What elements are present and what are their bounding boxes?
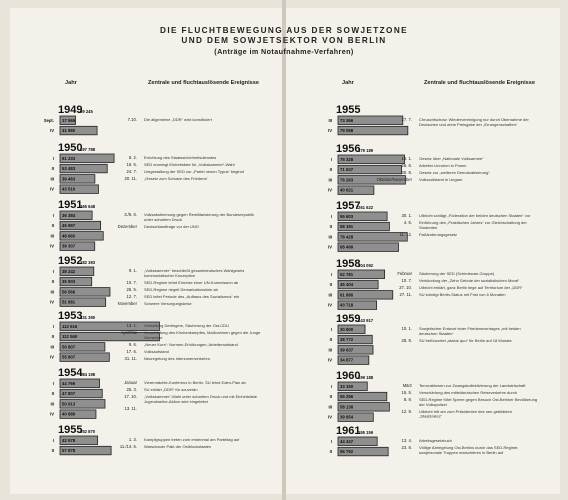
quarter-label-1954-I: I [52, 380, 54, 386]
quarter-label-1954-III: III [50, 401, 54, 407]
event-text: Ulbricht tritt am zum Präsidenten des neu gebildeten [419, 408, 512, 414]
event-text: SED leitet Periode des „Aufbaus des Sozialismus“ ein [144, 293, 240, 299]
event-text: Terrorakitonen zur Zwangskollektivierung der Landwirtschaft [419, 383, 526, 388]
event-text: Paßänderungsgesetz [419, 231, 458, 237]
bar-value-1950-I: 61 233 [62, 155, 76, 161]
bar-value-1958-II: 45 404 [340, 282, 354, 288]
year-label-1960: 1960 [336, 370, 361, 382]
bar-value-1954-IV: 40 689 [62, 411, 76, 417]
quarter-label-1957-I: I [330, 213, 332, 219]
quarter-label-1951-III: III [50, 233, 54, 239]
event-date: 20. 11. [124, 176, 137, 181]
bar-value-1950-IV: 43 519 [62, 186, 76, 192]
bar-value-1959-II: 38 772 [340, 337, 354, 343]
bar-value-1949-IV: 41 980 [62, 128, 76, 134]
event-date: 26. 6. [401, 163, 412, 168]
year-total-1959: 143 917 [358, 318, 374, 323]
quarter-label-1951-IV: IV [50, 243, 54, 249]
event-date: 30. 1. [401, 213, 412, 218]
year-total-1961: 155 159 [358, 430, 374, 435]
quarter-label-1956-II: II [329, 167, 332, 173]
year-label-1955: 1955 [58, 424, 83, 436]
year-label-1954: 1954 [58, 367, 83, 379]
quarter-label-1960-II: II [329, 394, 332, 400]
quarter-label-1950-II: II [51, 166, 54, 172]
event-text: Neuregelung des Interzonenverkehrs [144, 355, 210, 361]
bar-value-1952-II: 35 903 [62, 279, 76, 285]
quarter-label-1953-III: III [50, 344, 54, 350]
bar-value-1960-IV: 39 954 [340, 414, 354, 420]
title-line-1: DIE FLUCHTBEWEGUNG AUS DER SOWJETZONE [160, 26, 408, 35]
event-text: Volksaufstand [144, 348, 169, 354]
bar-value-1956-IV: 40 621 [340, 187, 354, 193]
bar-value-1960-II: 55 256 [340, 394, 354, 400]
bar-value-1949-Sept.: 17 565 [62, 117, 76, 123]
bar-value-1960-I: 33 150 [340, 383, 354, 389]
event-date: 16. 5. [126, 162, 137, 167]
event-date: 31. 11. [124, 355, 137, 361]
bar-value-1950-III: 39 463 [62, 176, 76, 182]
quarter-label-1953-II: II [51, 334, 54, 340]
event-text: Warschauer Pakt der Ostblockstaaten [144, 444, 212, 449]
event-date: 15. 5. [401, 390, 412, 395]
event-date: 23. 8. [401, 445, 412, 450]
event-text: Umgestaltung der SED zur „Partei neuen Typus“ beginnt [144, 169, 244, 174]
event-text: Kampfgruppen treten zum erstenmal am Parteitag auf [144, 437, 240, 442]
quarter-label-1960-III: III [328, 404, 332, 410]
bar-value-1958-I: 52 781 [340, 271, 354, 277]
event-text: „Staatsrates“ [419, 413, 442, 419]
bar-value-1959-III: 39 637 [340, 347, 354, 353]
year-label-1950: 1950 [58, 142, 83, 154]
event-text: „Volkskammer“ beschließt gesamtdeutsches Wahlgesetz [144, 268, 245, 273]
event-date: 27. 10. [399, 285, 412, 290]
year-label-1961: 1961 [336, 425, 361, 437]
event-date: 10. 1. [401, 326, 412, 331]
year-total-1954: 184 198 [80, 372, 96, 377]
quarter-label-1956-III: III [328, 177, 332, 183]
event-date: 13. 4. [401, 438, 412, 443]
year-label-1953: 1953 [58, 310, 83, 322]
header-year-right: Jahr [342, 80, 354, 86]
event-text: SED-Regime führt Sperre gegen Besuch Ost-Berliner Bevölkerung [419, 397, 538, 402]
bar-value-1953-II: 112 560 [62, 334, 78, 340]
event-text: SU kündigt Berlin-Status mit Frist von 6 Monaten [419, 292, 506, 297]
event-text: Gesetz zur „weiteren Demokratisierung“ [419, 170, 490, 175]
bar-value-1953-I: 112 616 [62, 323, 78, 329]
event-text: Volksaufstand in Ungarn [419, 177, 463, 182]
bar-value-1952-III: 56 566 [62, 289, 76, 295]
event-text: Gesetz über „Nationale Volksarmee“ [419, 156, 484, 161]
quarter-label-1957-IV: IV [328, 244, 332, 250]
bar-value-1961-I: 44 347 [340, 438, 354, 444]
quarter-label-1958-I: I [330, 271, 332, 277]
bar-value-1960-III: 58 138 [340, 404, 354, 410]
header-year-left: Jahr [65, 80, 77, 86]
quarter-label-1952-I: I [52, 268, 54, 274]
event-text: Verhaftung Dertingers, Säuberung der Ost-CDU [144, 323, 229, 328]
year-total-1949: 59 245 [80, 109, 93, 114]
bar-value-1951-I: 36 384 [62, 212, 76, 218]
bar-value-1957-IV: 68 499 [340, 244, 354, 250]
quarter-label-1954-IV: IV [50, 411, 54, 417]
bar-value-1957-I: 55 603 [340, 213, 354, 219]
quarter-label-1958-III: III [328, 292, 332, 298]
bar-value-1958-IV: 43 718 [340, 302, 354, 308]
quarter-label-1958-IV: IV [328, 302, 332, 308]
event-text: Ulbricht erklärt, ganz Berlin liege auf Territorium der „DDR“ [419, 285, 523, 290]
quarter-label-1952-III: III [50, 289, 54, 295]
quarter-label-1950-I: I [52, 155, 54, 161]
year-label-1959: 1959 [336, 313, 361, 325]
quarter-label-1953-I: I [52, 323, 54, 329]
bar-value-1955-IV: 79 068 [340, 128, 354, 134]
event-text: Studenten [419, 224, 438, 230]
quarter-label-1959-I: I [330, 326, 332, 332]
year-total-1958: 204 092 [358, 263, 374, 268]
bar-value-1956-III: 76 293 [340, 177, 354, 183]
quarter-label-1952-II: II [51, 279, 54, 285]
event-text: Errichtung des Staatssicherheitsdienstes [144, 155, 217, 160]
event-text: Deutschen und ohne Preisgabe der „Errungenschaften“ [419, 121, 518, 127]
quarter-label-1955-II: II [51, 448, 54, 454]
quarter-label-1955-III: III [328, 117, 332, 123]
bar-value-1951-III: 48 960 [62, 233, 76, 239]
quarter-label-1961-II: II [329, 449, 332, 455]
event-date: 3./5. 6. [124, 212, 137, 217]
quarter-label-1959-II: II [329, 337, 332, 343]
bar-value-1954-III: 50 913 [62, 401, 76, 407]
quarter-label-1951-II: II [51, 223, 54, 229]
event-text: SED-Regime lehnt Einreise einer UN-Kommission ab [144, 279, 239, 285]
event-text: Völlige Abriegelung Ost-Berlins durch das SED-Regime; [419, 445, 519, 450]
quarter-label-1955-I: I [52, 437, 54, 443]
quarter-label-1955-IV: IV [328, 128, 332, 134]
event-text: Schwere Versorgungskrise [144, 300, 192, 306]
event-date: 11. 12. [399, 231, 412, 237]
year-label-1951: 1951 [58, 199, 83, 211]
event-date: 1. 3. [128, 437, 137, 442]
quarter-label-1956-I: I [330, 156, 332, 162]
year-total-1956: 279 189 [358, 148, 374, 153]
event-date: 8. 9. [403, 397, 412, 402]
event-date: 25. 5. [126, 286, 137, 292]
event-text: deutschen Staaten“ [419, 330, 454, 336]
bar-value-1951-IV: 39 307 [62, 243, 76, 249]
event-date: 25. 3. [126, 387, 137, 392]
event-text: Jugendweihe-Aktion wird eingeleitet [144, 398, 208, 404]
bar-value-1955-III: 73 366 [340, 117, 354, 123]
quarter-label-1957-II: II [329, 224, 332, 230]
year-label-1956: 1956 [336, 143, 361, 155]
event-text: Arbeitsgesetzbuch [419, 438, 452, 443]
event-date: 8. 2. [128, 155, 137, 160]
event-text: Vierermächte-Konferenz in Berlin. SU lehnt Eden-Plan ab [144, 380, 246, 385]
event-date: Dezember [117, 223, 137, 229]
quarter-label-1950-IV: IV [50, 186, 54, 192]
event-date: 30. 8. [401, 170, 412, 175]
event-date: 17. 10. [124, 394, 137, 399]
year-total-1953: 331 390 [80, 315, 96, 320]
bar-value-1952-IV: 51 681 [62, 299, 76, 305]
event-date: März [402, 383, 412, 388]
bar-value-1952-I: 38 242 [62, 268, 76, 274]
event-text: der Volkspolizei [419, 401, 447, 407]
event-date: 13. 1. [126, 323, 137, 328]
bar-value-1954-II: 47 807 [62, 391, 76, 397]
event-text: „Neuer Kurs“: Normen-Erhöhungen, Arbeiteraufstand [144, 341, 238, 347]
event-text: Sowjetischer Entwurf einer Friedensvertrages „mit beiden [419, 326, 521, 331]
quarter-label-1960-IV: IV [328, 414, 332, 420]
event-date: 9. 1. [128, 268, 137, 273]
bar-value-1955-I: 42 578 [62, 437, 76, 443]
event-text: SU befürwortet „status quo“ für Berlin auf 18 Monate [419, 337, 512, 343]
event-text: Einführung des „Praktischen Jahres“ zur Gleichschaltung der [419, 220, 527, 225]
quarter-label-1961-I: I [330, 438, 332, 444]
event-date: 27. 7. [401, 117, 412, 122]
bar-value-1953-IV: 55 807 [62, 354, 76, 360]
event-date: 7.10. [127, 117, 137, 122]
event-text: Arbeiter-Unruhen in Posen [419, 163, 467, 168]
event-text: Deutschlandfrage vor der UNO [144, 223, 199, 229]
event-text: Chruschtschow: Wiedervereinigung nur durch Übernahme der [419, 117, 529, 122]
event-date: 12. 9. [401, 408, 412, 414]
bar-value-1955-II: 57 878 [62, 448, 76, 454]
event-date: November [117, 300, 137, 306]
bar-value-1953-III: 50 807 [62, 344, 76, 350]
event-date: 28. 8. [401, 337, 412, 343]
event-date: 12. 7. [126, 293, 137, 299]
quarter-label-1960-I: I [330, 383, 332, 389]
event-text: Säuberung der SED (Schirdewan-Gruppe) [419, 271, 495, 276]
event-date: 27. 11. [399, 292, 412, 297]
year-label-1952: 1952 [58, 255, 83, 267]
title-line-3: (Anträge im Notaufnahme-Verfahren) [214, 47, 354, 56]
year-total-1950: 197 788 [80, 147, 96, 152]
event-date: 17. 6. [126, 348, 137, 354]
event-text: kommunistischer Konzeption [144, 272, 196, 278]
quarter-label-1952-IV: IV [50, 299, 54, 305]
event-text: SED-Regime riegelt Demarkationslinie ab [144, 286, 218, 292]
quarter-label-1949-Sept.: Sept. [43, 117, 54, 123]
event-text: „Gesetz zum Schutze des Friedens“ [144, 176, 208, 181]
event-date: Februar [397, 271, 412, 276]
event-date: 24. 7. [126, 169, 137, 174]
quarter-label-1953-IV: IV [50, 354, 54, 360]
year-total-1951: 165 648 [80, 204, 96, 209]
quarter-label-1957-III: III [328, 234, 332, 240]
header-events-left: Zentrale und fluchtauslösende Ereignisse [148, 80, 259, 86]
bar-value-1958-III: 61 980 [340, 292, 354, 298]
event-text: Die allgemeine „DDR“ wird konstituiert [144, 117, 212, 122]
bar-value-1954-I: 44 769 [62, 380, 76, 386]
year-label-1949: 1949 [58, 104, 83, 116]
event-date: 4. 5. [403, 220, 412, 225]
event-text: Gemeinde [144, 334, 163, 340]
bar-value-1957-III: 78 428 [340, 234, 354, 240]
event-date: 11./14. 5. [119, 444, 137, 449]
year-label-1957: 1957 [336, 200, 361, 212]
bar-value-1956-II: 71 937 [340, 167, 354, 173]
quarter-label-1956-IV: IV [328, 187, 332, 193]
quarter-label-1959-IV: IV [328, 357, 332, 363]
quarter-label-1950-III: III [50, 176, 54, 182]
event-date: 9. 6. [128, 341, 137, 347]
quarter-label-1958-II: II [329, 282, 332, 288]
event-date: 18. 1. [401, 156, 412, 161]
quarter-label-1951-I: I [52, 212, 54, 218]
quarter-label-1949-IV: IV [50, 128, 54, 134]
bar-value-1950-II: 53 483 [62, 166, 76, 172]
year-label-1955: 1955 [336, 104, 361, 116]
event-text: Verkündung der „Zehn Gebote der sozialistischen Moral“ [419, 278, 520, 283]
event-text: Verschärfung des mitteldeutschen Reiseverkehrs durch [419, 390, 518, 395]
year-total-1955: 252 870 [80, 429, 96, 434]
event-date: 10. 7. [401, 278, 412, 283]
event-date: Oktober/November [376, 177, 412, 182]
event-text: SU erklärt „DDR“ für souverän [144, 387, 198, 392]
year-total-1957: 261 622 [358, 205, 374, 210]
quarter-label-1954-II: II [51, 391, 54, 397]
event-text: Verschärfung des Kirchenkampfes, Maßnahmen gegen die Junge [144, 330, 261, 335]
year-total-1952: 182 393 [80, 260, 96, 265]
bar-value-1959-I: 30 600 [340, 326, 354, 332]
bar-value-1951-II: 45 997 [62, 223, 76, 229]
bar-value-1959-IV: 34 877 [340, 357, 354, 363]
header-events-right: Zentrale und fluchtauslösende Ereignisse [424, 80, 535, 86]
event-date: 13. 11. [124, 405, 137, 411]
event-text: „Volkskammer“-Wahl unter scharfem Druck und mit Einheitsliste [144, 394, 257, 399]
event-text: Volksabstimmung gegen Remilitarisierung der Bundesrepublik [144, 212, 255, 217]
bar-value-1956-I: 75 328 [340, 156, 354, 162]
bar-value-1957-II: 58 191 [340, 224, 354, 230]
quarter-label-1959-III: III [328, 347, 332, 353]
year-total-1960: 199 188 [358, 375, 374, 380]
event-date: April/Mai [120, 330, 137, 335]
event-date: 10. 7. [126, 279, 137, 285]
event-text: Ulbricht schlägt „Föderation der beiden deutschen Staaten“ vor [419, 213, 531, 218]
event-text: sowjetzonale Truppen marschieren in Berlin auf [419, 449, 504, 455]
year-label-1958: 1958 [336, 258, 361, 270]
title-line-2: UND DEM SOWJETSEKTOR VON BERLIN [181, 36, 387, 45]
event-date: Januar [124, 380, 137, 385]
event-text: unter scharfem Druck [144, 216, 183, 222]
bar-value-1961-II: 56 792 [340, 449, 354, 455]
event-text: SED erzwingt Einheitsliste für „Volkskammer“-Wahl [144, 162, 235, 167]
